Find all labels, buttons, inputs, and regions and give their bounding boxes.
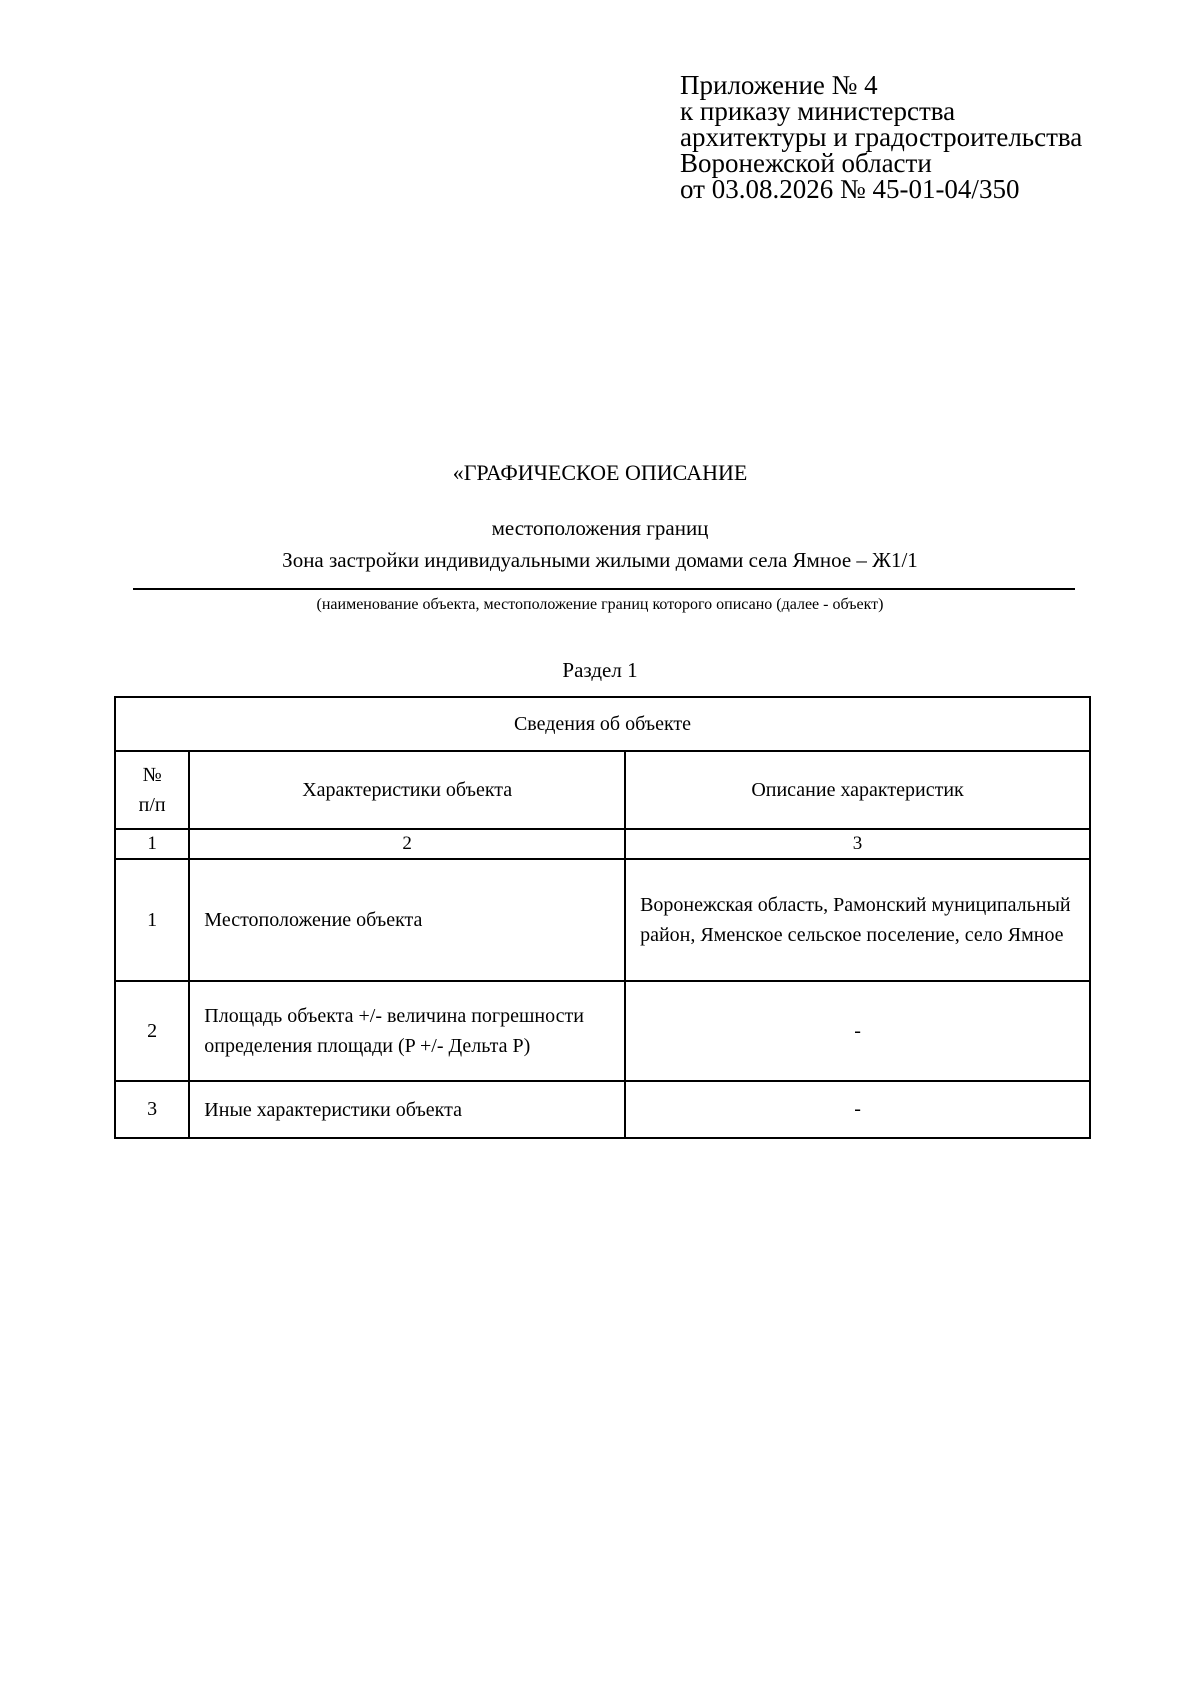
column-index-1: 1 [115, 829, 189, 859]
object-name: Зона застройки индивидуальными жилыми домами села Ямное – Ж1/1 [282, 548, 918, 572]
row-number: 1 [115, 859, 189, 981]
column-header-number-line-1: № [142, 764, 162, 786]
section-heading: Раздел 1 [562, 658, 638, 682]
object-name-caption: (наименование объекта, местоположение границ которого описано (далее - объект) [316, 596, 884, 613]
column-header-number [115, 751, 189, 829]
column-index-row [115, 829, 1090, 859]
row-characteristic: Иные характеристики объекта [189, 1081, 625, 1138]
row-number: 3 [115, 1081, 189, 1138]
row-description: - [625, 1081, 1090, 1138]
column-header-characteristic: Характеристики объекта [189, 751, 625, 829]
column-header-row [115, 751, 1090, 829]
column-index-2: 2 [189, 829, 625, 859]
document-title: «ГРАФИЧЕСКОЕ ОПИСАНИЕ [452, 460, 748, 485]
appendix-line-5: от 03.08.2026 № 45-01-04/350 [680, 174, 1020, 204]
appendix-line-3: архитектуры и градостроительства [680, 122, 1083, 152]
row-characteristic: Площадь объекта +/- величина погрешности определения площади (P +/- Дельта P) [189, 981, 625, 1081]
table-row [115, 859, 1090, 981]
document-subtitle: местоположения границ [491, 516, 709, 540]
column-header-number-line-2: п/п [138, 794, 166, 816]
column-header-description: Описание характеристик [625, 751, 1090, 829]
column-index-3: 3 [625, 829, 1090, 859]
row-characteristic: Местоположение объекта [189, 859, 625, 981]
appendix-line-2: к приказу министерства [680, 96, 956, 126]
underline-divider [133, 588, 1075, 590]
row-number: 2 [115, 981, 189, 1081]
appendix-block [680, 72, 1082, 202]
table-row [115, 981, 1090, 1081]
appendix-line-4: Воронежской области [680, 148, 932, 178]
appendix-line-1: Приложение № 4 [680, 70, 878, 100]
object-info-table [114, 696, 1091, 1139]
table-header-row [115, 697, 1090, 751]
table-header: Сведения об объекте [115, 697, 1090, 751]
row-description: Воронежская область, Рамонский муниципальный район, Яменское сельское поселение, село Ямное [625, 859, 1090, 981]
table-row [115, 1081, 1090, 1138]
row-description: - [625, 981, 1090, 1081]
